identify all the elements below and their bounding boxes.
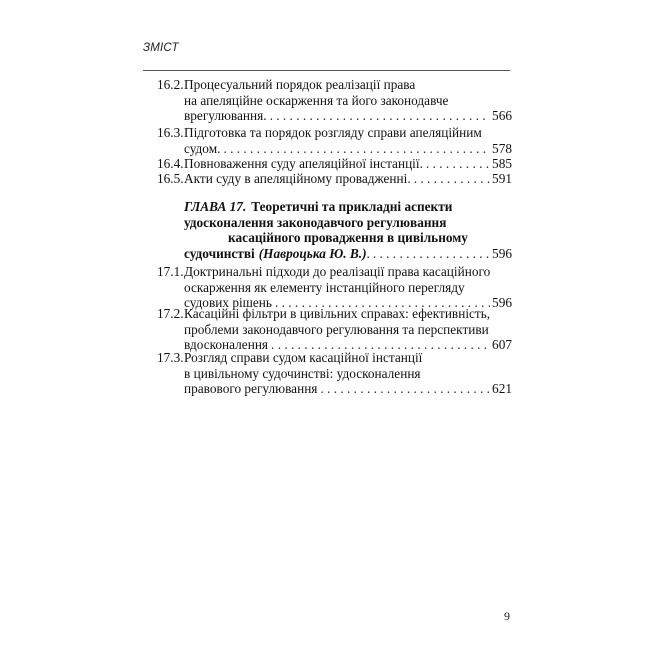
toc-chapter-17 [184, 199, 512, 261]
toc-entry-text: Касаційні фільтри в цивільних справах: ефективність, [184, 306, 491, 321]
toc-entry-16-2 [157, 77, 512, 124]
leader-dots [423, 156, 490, 172]
chapter-title-line: Теоретичні та прикладні аспекти [251, 199, 453, 214]
toc-page-number: 596 [492, 245, 512, 261]
toc-entry-text: проблеми законодавчого регулювання та перспективи [184, 321, 489, 337]
toc-entry-text: в цивільному судочинстві: удосконалення [184, 365, 421, 381]
toc-page-number: 566 [492, 108, 512, 123]
toc-entry-16-3 [157, 125, 512, 156]
toc-entry-number: 16.5. [157, 171, 184, 186]
toc-entry-number: 16.3. [157, 125, 184, 140]
toc-entry-text: судових рішень [184, 295, 272, 310]
toc-entry-number: 17.3. [157, 350, 184, 365]
chapter-title-end: . [366, 245, 370, 261]
toc-entry-16-4 [157, 156, 512, 172]
toc-entry-17-2 [157, 306, 512, 353]
toc-entry-text: врегулювання. [184, 108, 267, 123]
toc-page-number: 585 [492, 156, 512, 171]
toc-entry-text: Повноваження суду апеляційної інстанції. [184, 156, 423, 171]
toc-entry-number: 17.1. [157, 264, 184, 279]
chapter-author: (Навроцька Ю. В.) [258, 245, 367, 261]
header-rule [143, 70, 510, 71]
toc-entry-text: правового регулювання [184, 381, 318, 396]
toc-entry-number: 17.2. [157, 306, 184, 321]
toc-page-number: 596 [492, 295, 512, 310]
toc-entry-text: Доктринальні підходи до реалізації права касаційного [184, 264, 491, 279]
toc-entry-text: вдосконалення [184, 337, 269, 352]
toc-page-number: 578 [492, 140, 512, 156]
toc-entry-text: Підготовка та порядок розгляду справи апеляційним [184, 125, 482, 140]
toc-entry-text: Розгляд справи судом касаційної інстанції [184, 350, 423, 365]
toc-entry-16-5 [157, 171, 512, 187]
toc-entry-text: судом. [184, 140, 221, 156]
chapter-title-line: удосконалення законодавчого регулювання [184, 214, 447, 230]
toc-entry-17-3 [157, 350, 512, 397]
toc-entry-number: 16.2. [157, 77, 184, 92]
leader-dots [411, 171, 490, 187]
toc-entry-text: на апеляційне оскарження та його законодавче [184, 92, 449, 108]
chapter-title-line: касаційного провадження в цивільному [228, 230, 468, 245]
page-number: 9 [504, 609, 510, 623]
toc-page-number: 591 [492, 171, 512, 186]
toc-entry-text: Процесуальний порядок реалізації права [184, 77, 416, 92]
running-header: ЗМІСТ [143, 42, 179, 54]
chapter-label: ГЛАВА 17. [184, 199, 247, 214]
chapter-title-line: судочинстві [184, 245, 255, 261]
leader-dots [220, 141, 490, 157]
toc-entry-number: 16.4. [157, 156, 184, 171]
toc-page-number: 607 [492, 337, 512, 352]
leader-dots [317, 381, 490, 397]
toc-entry-text: оскарження як елементу інстанційного перегляду [184, 279, 465, 295]
leader-dots [370, 246, 490, 262]
leader-dots [267, 108, 490, 124]
toc-entry-17-1 [157, 264, 512, 311]
toc-entry-text: Акти суду в апеляційному провадженні. [184, 171, 411, 186]
toc-page-number: 621 [492, 381, 512, 396]
